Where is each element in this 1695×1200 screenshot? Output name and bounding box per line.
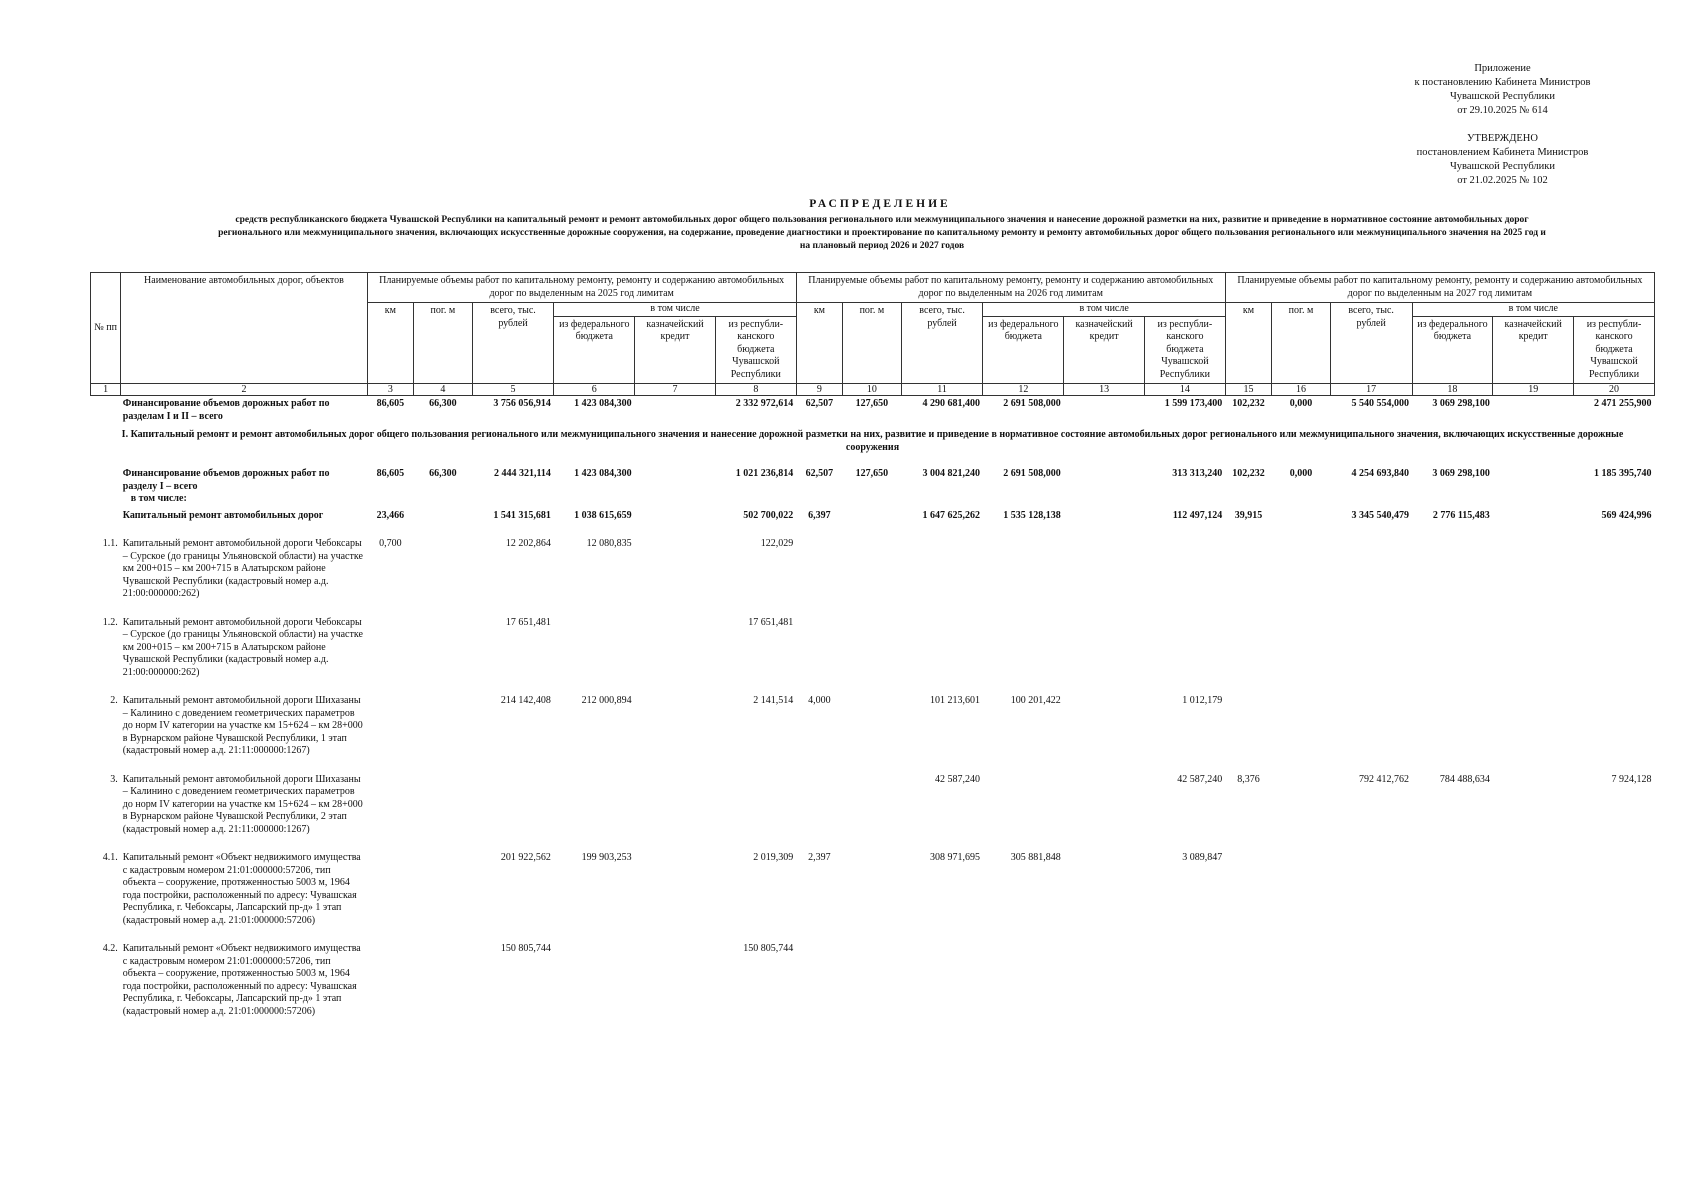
appendix-line: к постановлению Кабинета Министров <box>1414 77 1591 88</box>
value-cell <box>843 615 902 694</box>
header-pogm: пог. м <box>414 303 473 384</box>
value-cell <box>367 772 413 851</box>
value-cell: 6,397 <box>808 509 831 521</box>
value-cell <box>1574 615 1655 694</box>
value-cell <box>796 615 842 694</box>
value-cell <box>1493 466 1574 508</box>
value-cell <box>1064 850 1145 941</box>
value-cell <box>635 615 716 694</box>
column-number: 16 <box>1272 384 1331 396</box>
appendix-block <box>1400 62 1605 118</box>
header-total: всего, тыс. рублей <box>1330 303 1412 384</box>
row-index <box>91 466 121 508</box>
value-cell <box>901 941 983 1032</box>
value-cell: 112 497,124 <box>1172 509 1223 521</box>
value-cell <box>796 536 842 615</box>
row-index <box>91 396 121 426</box>
value-cell <box>843 850 902 941</box>
value-cell: 17 651,481 <box>748 616 794 628</box>
document-title: РАСПРЕДЕЛЕНИЕ <box>809 198 951 210</box>
header-pogm: пог. м <box>1272 303 1331 384</box>
value-cell <box>635 693 716 772</box>
object-name-text: Капитальный ремонт автомобильных дорог <box>122 509 324 521</box>
value-cell: 1 021 236,814 <box>735 468 794 479</box>
row-index <box>91 508 121 537</box>
value-cell <box>901 536 983 615</box>
column-number: 8 <box>715 384 796 396</box>
value-cell: 66,300 <box>429 398 457 409</box>
value-cell <box>1272 693 1331 772</box>
value-cell: 0,000 <box>1289 468 1313 479</box>
value-cell: 305 881,848 <box>1010 852 1061 863</box>
value-cell <box>554 615 635 694</box>
value-cell <box>1145 536 1226 615</box>
header-republic: из республи-канского бюджета Чувашской Республики <box>1574 316 1655 384</box>
column-number: 3 <box>367 384 413 396</box>
column-number: 11 <box>901 384 983 396</box>
value-cell: 214 142,408 <box>500 695 551 706</box>
value-cell <box>1412 941 1493 1032</box>
value-cell <box>1330 850 1412 941</box>
value-cell <box>414 615 473 694</box>
column-number: 7 <box>635 384 716 396</box>
header-including: в том числе <box>983 303 1225 317</box>
value-cell <box>843 941 902 1032</box>
value-cell <box>1064 508 1145 537</box>
value-cell: 1 038 615,659 <box>574 509 632 521</box>
approved-line: Чувашской Республики <box>1449 161 1556 172</box>
object-name-text: Капитальный ремонт «Объект недвижимого имущества с кадастровым номером 21:01:000000:57206, тип объекта – сооружение, протяженностью 5003 м, 1964 года постройки, расположенный по адресу: Чувашская Республика, г. Чебоксары, Лапсарский пр-д» 1 этап (кадастровый номер а.д. 21:01:000000:57206) <box>122 943 361 1017</box>
value-cell <box>635 850 716 941</box>
value-cell <box>796 772 842 851</box>
row-index: 1.2. <box>102 616 118 628</box>
value-cell <box>983 536 1064 615</box>
section-heading: I. Капитальный ремонт и ремонт автомобильных дорог общего пользования регионального или межмуниципального значения и нанесение дорожной разметки на них, развитие и приведение в нормативное состояние автомобильных дорог регионального или межмуниципального значения, включающих искусственные дорожные сооружения <box>121 429 1624 453</box>
value-cell: 1 599 173,400 <box>1164 398 1223 409</box>
value-cell <box>414 693 473 772</box>
value-cell <box>1225 536 1271 615</box>
value-cell: 2 691 508,000 <box>1003 468 1061 479</box>
header-federal: из федерального бюджета <box>554 316 635 384</box>
object-name <box>121 396 367 426</box>
value-cell <box>1064 615 1145 694</box>
value-cell <box>1064 466 1145 508</box>
value-cell <box>1493 396 1574 426</box>
header-treasury: казначейский кредит <box>635 316 716 384</box>
column-number-row <box>91 384 1655 396</box>
including-label: в том числе: <box>130 493 187 504</box>
approved-line: постановлением Кабинета Министров <box>1416 147 1589 158</box>
value-cell: 2 471 255,900 <box>1594 398 1652 409</box>
value-cell: 42 587,240 <box>1177 773 1223 785</box>
header-pogm: пог. м <box>843 303 902 384</box>
value-cell <box>1574 941 1655 1032</box>
value-cell <box>635 941 716 1032</box>
column-number: 2 <box>121 384 367 396</box>
object-name <box>121 508 367 537</box>
section-total-row <box>91 466 1655 508</box>
header-km: км <box>1225 303 1271 384</box>
total-row <box>91 396 1655 426</box>
value-cell: 4,000 <box>808 695 831 706</box>
value-cell: 102,232 <box>1232 468 1265 479</box>
value-cell: 792 412,762 <box>1359 773 1410 785</box>
value-cell: 2 444 321,114 <box>493 468 551 479</box>
header-treasury: казначейский кредит <box>1493 316 1574 384</box>
object-name-text: Финансирование объемов дорожных работ по разделам I и II – всего <box>122 398 330 422</box>
value-cell <box>901 615 983 694</box>
value-cell <box>1272 615 1331 694</box>
value-cell: 212 000,894 <box>581 695 632 706</box>
value-cell: 2 332 972,614 <box>735 398 794 409</box>
value-cell <box>1574 693 1655 772</box>
value-cell <box>843 508 902 537</box>
column-number: 9 <box>796 384 842 396</box>
value-cell: 101 213,601 <box>929 695 980 706</box>
object-name <box>121 615 367 694</box>
value-cell: 0,700 <box>379 538 402 549</box>
distribution-table <box>90 272 1655 1032</box>
value-cell <box>367 850 413 941</box>
value-cell: 2 141,514 <box>753 695 794 706</box>
appendix-line: Чувашской Республики <box>1449 91 1556 102</box>
column-number: 20 <box>1574 384 1655 396</box>
value-cell <box>1064 693 1145 772</box>
value-cell <box>1272 941 1331 1032</box>
value-cell: 2 019,309 <box>753 852 794 863</box>
value-cell: 39,915 <box>1234 509 1263 521</box>
object-name <box>121 466 367 508</box>
header-republic: из республи-канского бюджета Чувашской Республики <box>715 316 796 384</box>
value-cell: 12 202,864 <box>505 538 551 549</box>
value-cell <box>414 941 473 1032</box>
value-cell <box>367 941 413 1032</box>
value-cell: 1 647 625,262 <box>922 509 980 521</box>
value-cell: 12 080,835 <box>586 538 632 549</box>
document-subtitle: средств республиканского бюджета Чувашской Республики на капитальный ремонт и ремонт автомобильных дорог общего пользования регионального или межмуниципального значения и нанесение дорожной разметки на них, развитие и приведение в нормативное состояние автомобильных дорог регионального или межмуниципального значения, включающих искусственные дорожные сооружения, на содержание, проведение диагностики и проектирование по капитальному ремонту и ремонту автомобильных дорог общего пользования регионального или межмуниципального значения на 2025 год и на плановый период 2026 и 2027 годов <box>218 215 1546 251</box>
value-cell <box>796 941 842 1032</box>
object-name <box>121 693 367 772</box>
value-cell <box>1412 850 1493 941</box>
value-cell <box>1272 850 1331 941</box>
value-cell <box>1412 536 1493 615</box>
column-number: 13 <box>1064 384 1145 396</box>
header-republic: из республи-канского бюджета Чувашской Республики <box>1145 316 1226 384</box>
value-cell <box>983 941 1064 1032</box>
table-row <box>91 941 1655 1032</box>
header-period-2027: Планируемые объемы работ по капитальному ремонту, ремонту и содержанию автомобильных дорог по выделенным на 2027 год лимитам <box>1225 273 1654 303</box>
value-cell: 2,397 <box>808 852 831 863</box>
value-cell <box>1574 850 1655 941</box>
value-cell <box>1493 772 1574 851</box>
row-index: 1.1. <box>102 538 118 549</box>
value-cell: 3 069 298,100 <box>1432 398 1490 409</box>
object-name-text: Капитальный ремонт автомобильной дороги Чебоксары – Сурское (до границы Ульяновской области) на участке км 200+015 – км 200+715 в Алатырском районе Чувашской Республики (кадастровый номер а.д. 21:00:000000:262) <box>122 616 363 678</box>
value-cell: 784 488,634 <box>1439 773 1490 785</box>
header-km: км <box>367 303 413 384</box>
column-number: 6 <box>554 384 635 396</box>
row-index: 3. <box>110 773 118 785</box>
value-cell <box>1064 536 1145 615</box>
value-cell: 199 903,253 <box>581 852 632 863</box>
value-cell <box>843 772 902 851</box>
appendix-line: от 29.10.2025 № 614 <box>1457 105 1548 116</box>
approved-line: от 21.02.2025 № 102 <box>1457 175 1548 186</box>
value-cell <box>414 772 473 851</box>
value-cell <box>843 693 902 772</box>
value-cell: 23,466 <box>376 509 405 521</box>
approved-block <box>1400 132 1605 188</box>
value-cell <box>983 772 1064 851</box>
value-cell <box>1225 615 1271 694</box>
header-including: в том числе <box>554 303 796 317</box>
value-cell: 62,507 <box>805 398 834 409</box>
value-cell: 122,029 <box>760 538 794 549</box>
value-cell <box>1412 615 1493 694</box>
value-cell <box>635 466 716 508</box>
object-name-text: Капитальный ремонт «Объект недвижимого имущества с кадастровым номером 21:01:000000:57206, тип объекта – сооружение, протяженностью 5003 м, 1964 года постройки, расположенный по адресу: Чувашская Республика, г. Чебоксары, Лапсарский пр-д» 1 этап (кадастровый номер а.д. 21:01:000000:57206) <box>122 852 361 926</box>
value-cell <box>635 536 716 615</box>
value-cell <box>1330 693 1412 772</box>
value-cell: 201 922,562 <box>500 852 551 863</box>
table-row <box>91 536 1655 615</box>
value-cell <box>554 941 635 1032</box>
value-cell <box>1493 615 1574 694</box>
value-cell: 3 756 056,914 <box>493 398 551 409</box>
value-cell <box>1493 941 1574 1032</box>
value-cell: 4 254 693,840 <box>1351 468 1410 479</box>
value-cell <box>1272 536 1331 615</box>
column-number: 19 <box>1493 384 1574 396</box>
header-total: всего, тыс. рублей <box>472 303 554 384</box>
value-cell: 86,605 <box>376 468 405 479</box>
header-total: всего, тыс. рублей <box>901 303 983 384</box>
column-number: 1 <box>91 384 121 396</box>
value-cell: 150 805,744 <box>500 943 551 954</box>
header-treasury: казначейский кредит <box>1064 316 1145 384</box>
value-cell: 1 423 084,300 <box>574 468 632 479</box>
value-cell <box>1145 615 1226 694</box>
column-number: 12 <box>983 384 1064 396</box>
approved-line: УТВЕРЖДЕНО <box>1467 133 1538 144</box>
value-cell <box>1225 850 1271 941</box>
value-cell: 127,650 <box>855 468 889 479</box>
value-cell: 502 700,022 <box>743 509 794 521</box>
section-heading-row <box>91 425 1655 466</box>
value-cell: 7 924,128 <box>1611 773 1652 785</box>
value-cell <box>1493 693 1574 772</box>
column-number: 5 <box>472 384 554 396</box>
value-cell <box>1225 941 1271 1032</box>
object-name-text: Капитальный ремонт автомобильной дороги Шихазаны – Калинино с доведением геометрических параметров до норм IV категории на участке км 15+624 – км 28+000 в Вурнарском районе Чувашской Республики, 1 этап (кадастровый номер а.д. 21:11:000000:1267) <box>122 695 363 756</box>
row-index: 2. <box>110 695 118 706</box>
value-cell: 313 313,240 <box>1172 468 1223 479</box>
column-number: 17 <box>1330 384 1412 396</box>
value-cell <box>414 536 473 615</box>
value-cell <box>1225 693 1271 772</box>
column-number: 4 <box>414 384 473 396</box>
value-cell: 3 345 540,479 <box>1351 509 1410 521</box>
value-cell <box>1412 693 1493 772</box>
object-name <box>121 850 367 941</box>
value-cell <box>554 772 635 851</box>
value-cell: 102,232 <box>1232 398 1265 409</box>
value-cell <box>367 615 413 694</box>
value-cell: 308 971,695 <box>929 852 980 863</box>
row-index: 4.2. <box>102 943 118 954</box>
value-cell <box>1145 941 1226 1032</box>
header-period-2026: Планируемые объемы работ по капитальному ремонту, ремонту и содержанию автомобильных дорог по выделенным на 2026 год лимитам <box>796 273 1225 303</box>
value-cell: 2 776 115,483 <box>1432 509 1490 521</box>
value-cell <box>1272 772 1331 851</box>
value-cell: 127,650 <box>855 398 889 409</box>
value-cell: 42 587,240 <box>934 773 980 785</box>
value-cell <box>1330 536 1412 615</box>
table-row <box>91 772 1655 851</box>
value-cell: 2 691 508,000 <box>1003 398 1061 409</box>
value-cell <box>414 850 473 941</box>
value-cell: 3 069 298,100 <box>1432 468 1490 479</box>
table-row <box>91 615 1655 694</box>
value-cell <box>1493 536 1574 615</box>
column-number: 15 <box>1225 384 1271 396</box>
object-name <box>121 772 367 851</box>
column-number: 14 <box>1145 384 1226 396</box>
object-name-text: Капитальный ремонт автомобильной дороги Шихазаны – Калинино с доведением геометрических параметров до норм IV категории на участке км 15+624 – км 28+000 в Вурнарском районе Чувашской Республики, 2 этап (кадастровый номер а.д. 21:11:000000:1267) <box>122 773 363 835</box>
value-cell <box>367 693 413 772</box>
value-cell <box>1064 772 1145 851</box>
header-period-2025: Планируемые объемы работ по капитальному ремонту, ремонту и содержанию автомобильных дорог по выделенным на 2025 год лимитам <box>367 273 796 303</box>
header-name: Наименование автомобильных дорог, объектов <box>121 273 367 384</box>
value-cell: 1 012,179 <box>1182 695 1223 706</box>
header-no: № пп <box>91 273 121 384</box>
value-cell: 569 424,996 <box>1601 509 1652 521</box>
value-cell: 3 089,847 <box>1182 852 1223 863</box>
value-cell: 8,376 <box>1237 773 1260 785</box>
value-cell: 1 185 395,740 <box>1594 468 1652 479</box>
value-cell: 5 540 554,000 <box>1351 398 1410 409</box>
row-index: 4.1. <box>102 852 118 863</box>
object-name-text: Финансирование объемов дорожных работ по разделу I – всего <box>122 468 330 492</box>
value-cell: 0,000 <box>1289 398 1313 409</box>
value-cell: 62,507 <box>805 468 834 479</box>
value-cell <box>1574 536 1655 615</box>
value-cell <box>843 536 902 615</box>
column-number: 18 <box>1412 384 1493 396</box>
value-cell: 100 201,422 <box>1010 695 1061 706</box>
value-cell <box>715 772 796 851</box>
value-cell: 150 805,744 <box>743 943 794 954</box>
value-cell: 4 290 681,400 <box>922 398 980 409</box>
header-km: км <box>796 303 842 384</box>
appendix-line: Приложение <box>1474 63 1531 74</box>
value-cell: 1 535 128,138 <box>1003 509 1061 521</box>
table-row <box>91 850 1655 941</box>
value-cell: 17 651,481 <box>505 616 551 628</box>
object-name <box>121 536 367 615</box>
value-cell <box>635 508 716 537</box>
value-cell: 86,605 <box>376 398 405 409</box>
value-cell <box>635 772 716 851</box>
value-cell <box>1272 508 1331 537</box>
value-cell <box>1330 615 1412 694</box>
header-federal: из федерального бюджета <box>1412 316 1493 384</box>
header-including: в том числе <box>1412 303 1654 317</box>
value-cell <box>1330 941 1412 1032</box>
value-cell <box>983 615 1064 694</box>
object-name <box>121 941 367 1032</box>
value-cell <box>1064 941 1145 1032</box>
value-cell <box>472 772 554 851</box>
object-name-text: Капитальный ремонт автомобильной дороги Чебоксары – Сурское (до границы Ульяновской области) на участке км 200+015 – км 200+715 в Алатырском районе Чувашской Республики (кадастровый номер а.д. 21:00:000000:262) <box>122 538 363 599</box>
column-number: 10 <box>843 384 902 396</box>
value-cell <box>414 508 473 537</box>
value-cell: 1 541 315,681 <box>493 509 551 521</box>
value-cell: 1 423 084,300 <box>574 398 632 409</box>
value-cell <box>635 396 716 426</box>
table-body <box>91 396 1655 1033</box>
value-cell: 3 004 821,240 <box>922 468 980 479</box>
value-cell <box>1064 396 1145 426</box>
table-row <box>91 693 1655 772</box>
value-cell <box>1493 508 1574 537</box>
capital-repair-row <box>91 508 1655 537</box>
header-federal: из федерального бюджета <box>983 316 1064 384</box>
value-cell: 66,300 <box>429 468 457 479</box>
value-cell <box>1493 850 1574 941</box>
